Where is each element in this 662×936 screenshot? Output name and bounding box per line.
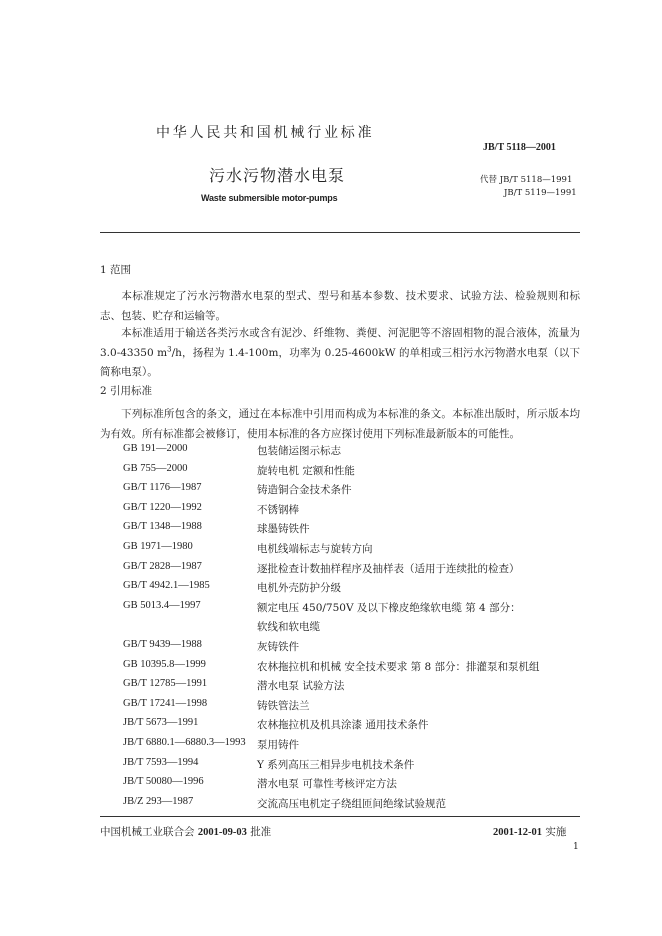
approval-date: 2001-09-03	[197, 827, 247, 838]
reference-row	[123, 619, 540, 639]
reference-row	[123, 541, 540, 561]
reference-title: 铸铁管法兰	[257, 699, 310, 712]
reference-row	[123, 698, 540, 718]
reference-title: 农林拖拉机及机具涂漆 通用技术条件	[257, 719, 429, 732]
approval-org: 中国机械工业联合会	[100, 826, 195, 838]
section-1-para-2	[100, 324, 580, 383]
footer-divider	[100, 816, 580, 817]
reference-title: 不锈钢棒	[257, 503, 299, 516]
reference-row	[123, 463, 540, 483]
reference-code: GB/T 1348—1988	[123, 521, 202, 533]
reference-code: JB/T 5673—1991	[123, 717, 199, 729]
reference-code: GB/T 9439—1988	[123, 638, 202, 650]
reference-row	[123, 678, 540, 698]
reference-title: 交流高压电机定子绕组匝间绝缘试验规范	[257, 797, 446, 810]
reference-code: JB/Z 293—1987	[123, 795, 194, 807]
reference-code: GB 5013.4—1997	[123, 599, 201, 611]
reference-row	[123, 502, 540, 522]
reference-row	[123, 521, 540, 541]
section-2-intro	[100, 405, 580, 444]
section-1-para-1	[100, 287, 580, 326]
reference-code: GB 755—2000	[123, 462, 188, 474]
reference-row	[123, 717, 540, 737]
reference-list	[123, 443, 540, 815]
reference-row	[123, 600, 540, 620]
section-1-para-2-text-b: /h，扬程为 1.4-100m，功率为 0.25-4600kW 的单相或三相污水污物潜水电泵（以下简称电泵）。	[100, 346, 580, 378]
header-divider	[100, 232, 580, 233]
reference-title: 旋转电机 定额和性能	[257, 464, 355, 477]
reference-code: GB/T 12785—1991	[123, 678, 208, 690]
document-title-cn: 污水污物潜水电泵	[209, 166, 346, 185]
section-1-para-2-text-a: 本标准适用于输送各类污水或含有泥沙、纤维物、粪便、河泥肥等不溶固相物的混合液体，流量为 3.0-43350 m	[100, 327, 580, 359]
section-1-heading: 1 范围	[100, 264, 132, 276]
reference-code: GB/T 2828—1987	[123, 560, 202, 572]
reference-code: GB/T 1176—1987	[123, 482, 202, 494]
reference-code: GB 191—2000	[123, 443, 188, 454]
reference-title: 额定电压 450/750V 及以下橡皮绝缘软电缆 第 4 部分：	[257, 601, 521, 614]
reference-title: 泵用铸件	[257, 738, 299, 751]
effective-line	[493, 824, 566, 839]
section-1-para-1-text: 本标准规定了污水污物潜水电泵的型式、型号和基本参数、技术要求、试验方法、检验规则和标志、包装、贮存和运输等。	[100, 290, 580, 322]
reference-title: 电机线端标志与旋转方向	[257, 542, 373, 555]
reference-code: JB/T 50080—1996	[123, 776, 204, 788]
reference-code: GB 1971—1980	[123, 540, 193, 552]
approval-line	[100, 824, 271, 839]
document-title-en: Waste submersible motor-pumps	[201, 193, 338, 203]
reference-row	[123, 443, 540, 463]
effective-date: 2001-12-01	[493, 827, 542, 838]
reference-title: 电机外壳防护分级	[257, 582, 341, 595]
reference-row	[123, 757, 540, 777]
reference-row	[123, 737, 540, 757]
effective-word: 实施	[545, 826, 567, 838]
reference-title: 逐批检查计数抽样程序及抽样表（适用于连续批的检查）	[257, 562, 520, 575]
reference-code: GB 10395.8—1999	[123, 658, 206, 670]
reference-code	[123, 619, 257, 639]
replaces-line-1: 代替 JB/T 5118—1991	[480, 175, 573, 185]
section-2-intro-text: 下列标准所包含的条文，通过在本标准中引用而构成为本标准的条文。本标准出版时，所示版本均为有效。所有标准都会被修订，使用本标准的各方应探讨使用下列标准最新版本的可能性。	[100, 408, 580, 440]
reference-code: GB/T 4942.1—1985	[123, 580, 210, 592]
reference-title: 潜水电泵 可靠性考核评定方法	[257, 778, 397, 791]
standard-number: JB/T 5118—2001	[483, 142, 556, 153]
reference-title: 包装储运图示标志	[257, 445, 341, 457]
reference-title: 灰铸铁件	[257, 640, 299, 653]
reference-code: JB/T 6880.1—6880.3—1993	[123, 736, 246, 748]
replaces-block	[480, 174, 577, 200]
reference-code: GB/T 1220—1992	[123, 501, 202, 513]
reference-code: GB/T 17241—1998	[123, 697, 208, 709]
reference-row	[123, 639, 540, 659]
page-number: 1	[573, 842, 579, 852]
reference-title: Y 系列高压三相异步电机技术条件	[257, 758, 415, 771]
reference-code: JB/T 7593—1994	[123, 756, 199, 768]
reference-row	[123, 796, 540, 816]
reference-row	[123, 482, 540, 502]
reference-row	[123, 776, 540, 796]
reference-title: 软线和软电缆	[257, 621, 320, 634]
industry-standard-heading: 中华人民共和国机械行业标准	[156, 125, 375, 141]
replaces-line-2: JB/T 5119—1991	[504, 188, 577, 198]
reference-title: 球墨铸铁件	[257, 523, 310, 536]
reference-row	[123, 561, 540, 581]
reference-row	[123, 580, 540, 600]
reference-row	[123, 659, 540, 679]
reference-title: 潜水电泵 试验方法	[257, 680, 345, 693]
section-2-heading: 2 引用标准	[100, 385, 153, 397]
reference-title: 铸造铜合金技术条件	[257, 484, 352, 497]
section-1-para-2-sup: 3	[167, 345, 172, 353]
approval-word: 批准	[250, 826, 272, 838]
reference-title: 农林拖拉机和机械 安全技术要求 第 8 部分：排灌泵和泵机组	[257, 660, 540, 673]
